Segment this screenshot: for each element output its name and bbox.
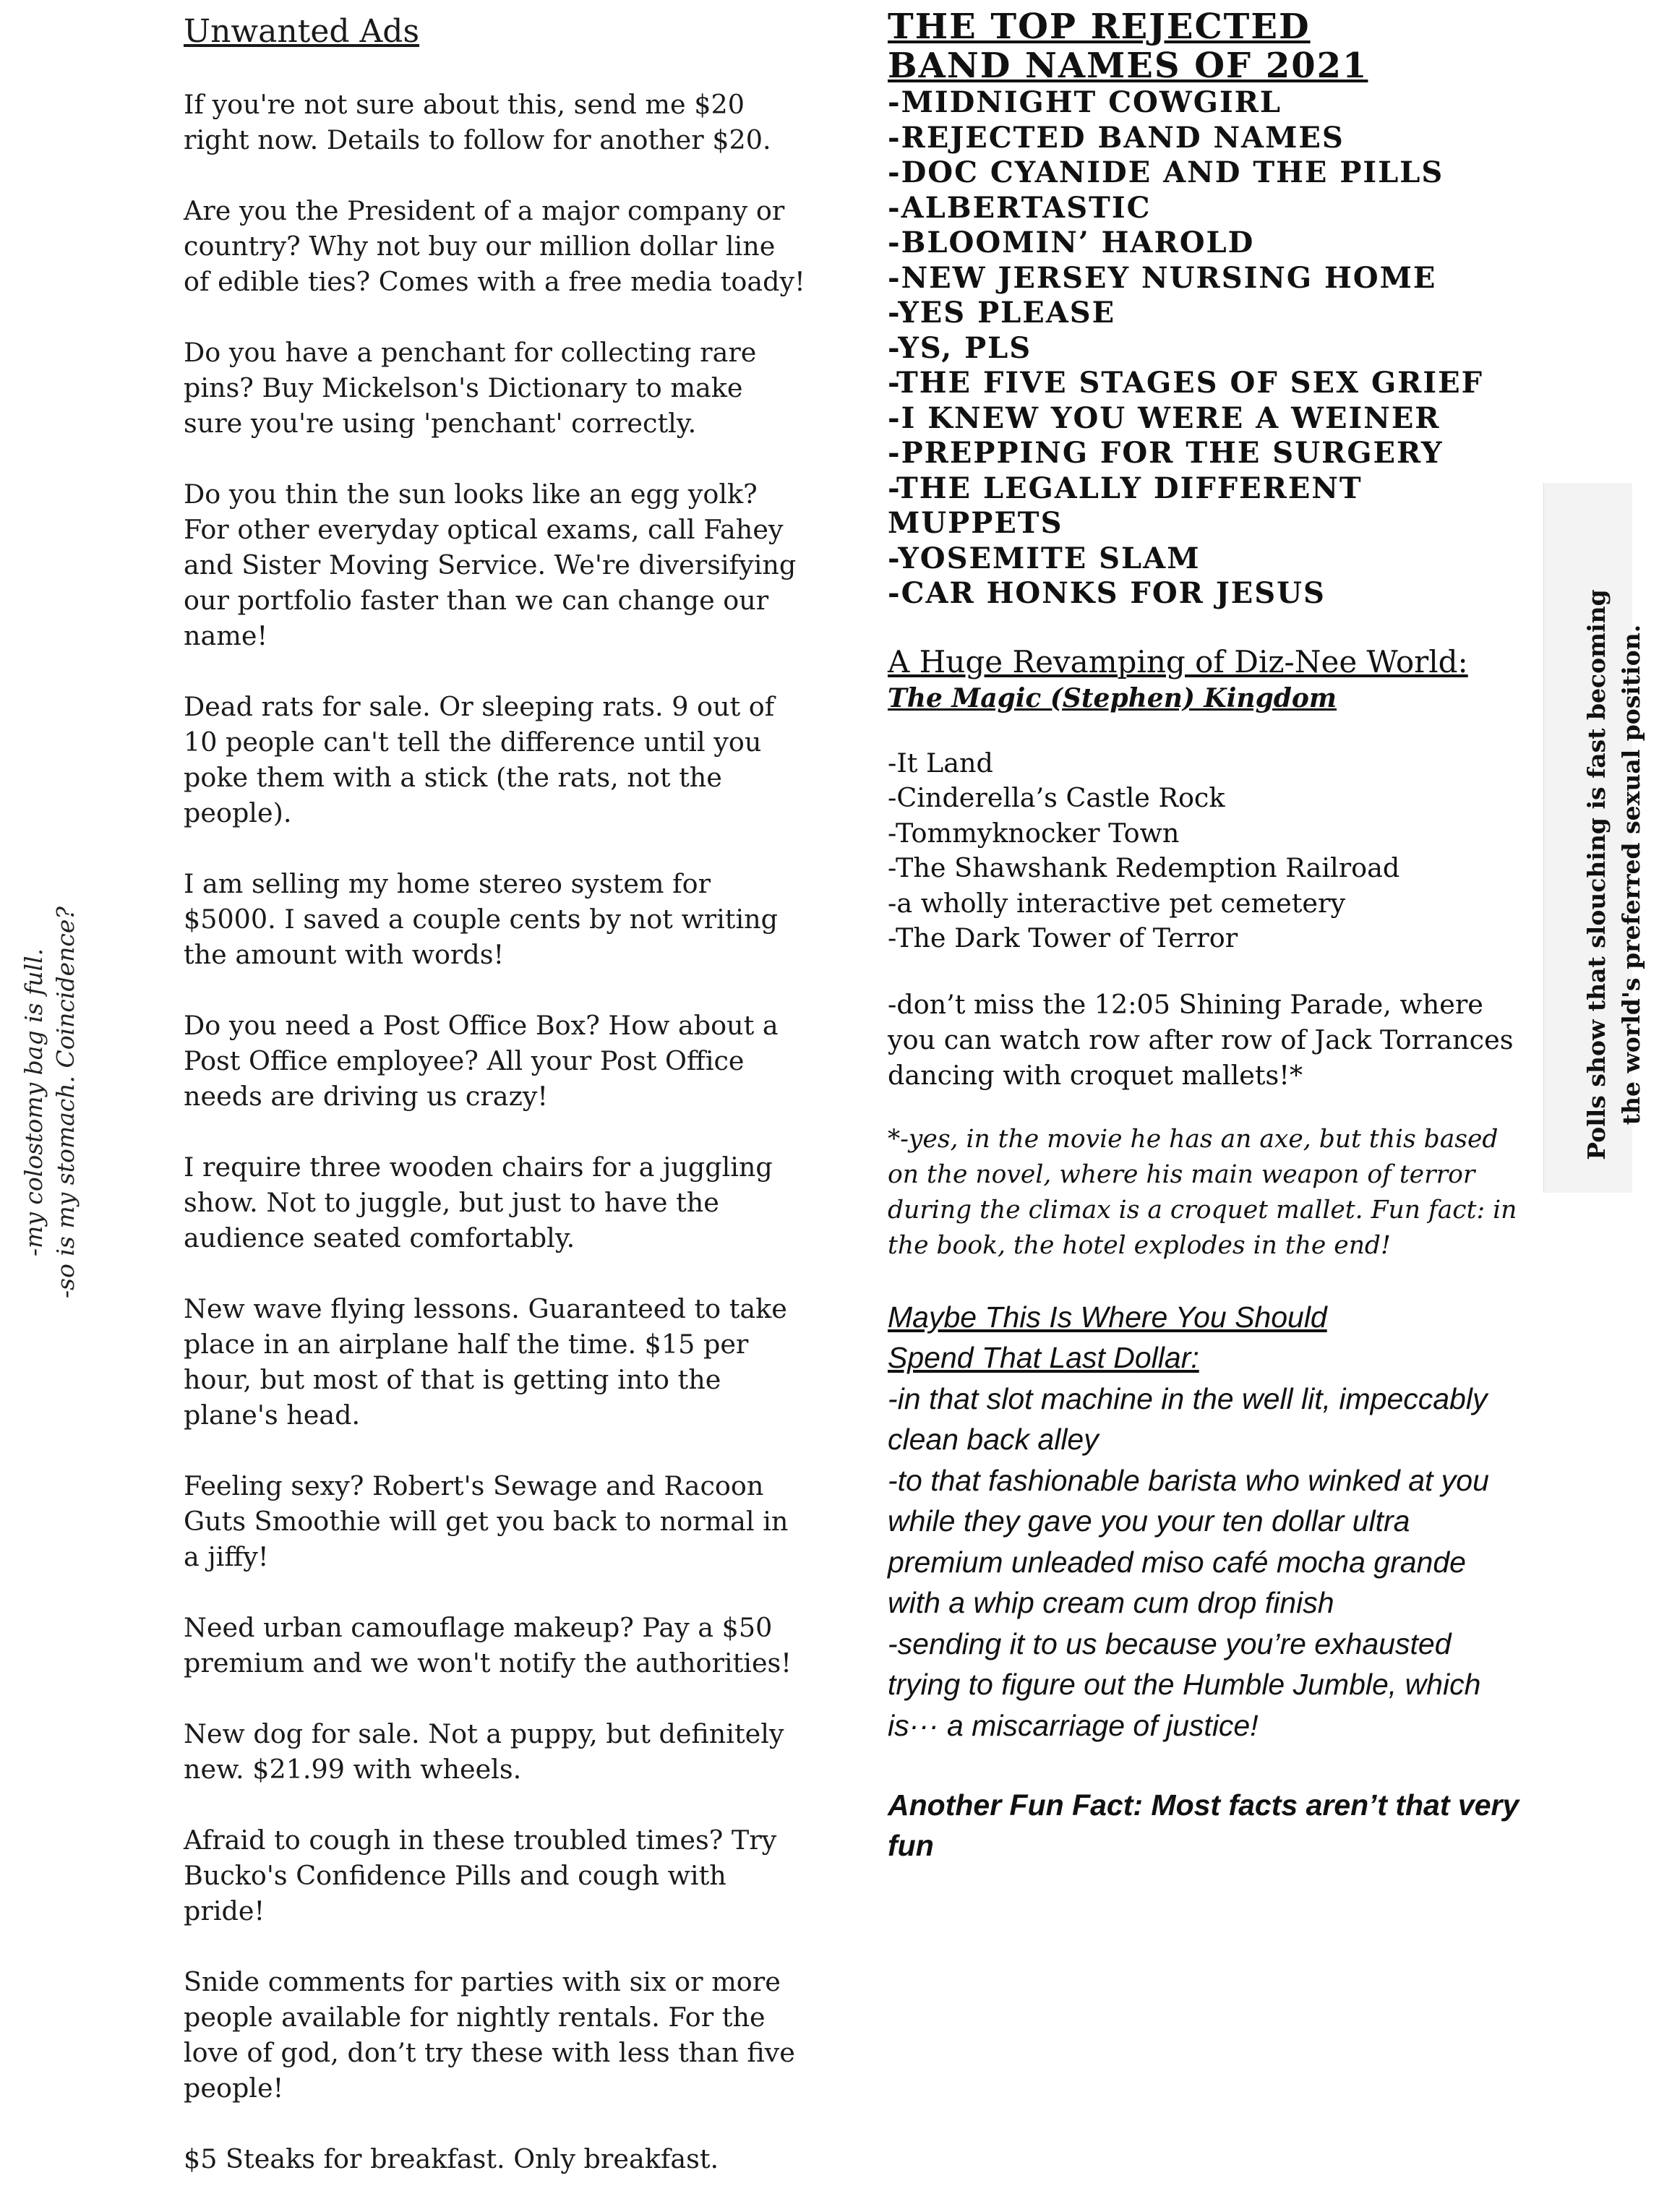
side-note-right — [1579, 557, 1659, 1193]
diz-nee-title: A Huge Revamping of Diz-Nee World: — [888, 643, 1468, 680]
band-names-title-line2: BAND NAMES OF 2021 — [888, 46, 1368, 86]
last-dollar-title-line1: Maybe This Is Where You Should — [888, 1300, 1327, 1334]
unwanted-ads-column — [184, 10, 805, 2212]
fun-fact: Another Fun Fact: Most facts aren’t that very fun — [888, 1788, 1519, 1862]
side-note-right-line2: the world's preferred sexual position. — [1617, 624, 1645, 1126]
band-name-item: -BLOOMIN’ HAROLD — [888, 226, 1255, 260]
ad-item: Dead rats for sale. Or sleeping rats. 9 out of 10 people can't tell the difference until you poke them with a stick (the rats, not the people). — [184, 691, 775, 828]
band-name-item: -NEW JERSEY NURSING HOME — [888, 260, 1437, 295]
diz-nee-item: -Tommyknocker Town — [888, 817, 1180, 849]
band-name-item: -PREPPING FOR THE SURGERY — [888, 436, 1444, 470]
diz-nee-parade: -don’t miss the 12:05 Shining Parade, where you can watch row after row of Jack Torrances dancing with croquet mallets!* — [888, 988, 1514, 1091]
diz-nee-item: -Cinderella’s Castle Rock — [888, 782, 1225, 813]
diz-nee-item: -The Shawshank Redemption Railroad — [888, 852, 1400, 883]
side-note-left-line1: -my colostomy bag is full. — [20, 948, 48, 1257]
band-name-item: -DOC CYANIDE AND THE PILLS — [888, 155, 1444, 189]
band-name-item: -THE FIVE STAGES OF SEX GRIEF — [888, 366, 1483, 400]
ad-item: $5 Steaks for breakfast. Only breakfast. — [184, 2143, 719, 2174]
ad-item: Do you need a Post Office Box? How about a Post Office employee? All your Post Office needs are driving us crazy! — [184, 1010, 779, 1112]
last-dollar-item: -to that fashionable barista who winked at you while they gave you your ten dollar ultra premium unleaded miso café mocha grande with a whip cream cum drop finish — [888, 1463, 1489, 1619]
ad-item: I require three wooden chairs for a juggling show. Not to juggle, but just to have the audience seated comfortably. — [184, 1152, 773, 1253]
band-names-title-line1: THE TOP REJECTED — [888, 7, 1311, 47]
band-name-item: -I KNEW YOU WERE A WEINER — [888, 400, 1441, 435]
diz-nee-item: -The Dark Tower of Terror — [888, 922, 1238, 953]
ad-item: New dog for sale. Not a puppy, but definitely new. $21.99 with wheels. — [184, 1718, 784, 1785]
ad-item: Afraid to cough in these troubled times? Try Bucko's Confidence Pills and cough with pride! — [184, 1825, 777, 1926]
ad-item: Do you thin the sun looks like an egg yolk? For other everyday optical exams, call Fahey and Sister Moving Service. We're diversifying our portfolio faster than we can change our name! — [184, 479, 797, 651]
ad-item: Are you the President of a major company or country? Why not buy our million dollar line of edible ties? Comes with a free media toady! — [184, 195, 805, 297]
band-name-item: -CAR HONKS FOR JESUS — [888, 576, 1326, 610]
ad-item: Feeling sexy? Robert's Sewage and Racoon Guts Smoothie will get you back to normal in a jiffy! — [184, 1470, 789, 1572]
diz-nee-section — [888, 643, 1524, 1264]
diz-nee-item: -It Land — [888, 747, 993, 779]
ad-item: I am selling my home stereo system for $5000. I saved a couple cents by not writing the amount with words! — [184, 868, 779, 970]
side-note-right-line1: Polls show that slouching is fast becoming — [1582, 589, 1611, 1160]
diz-nee-subtitle: The Magic (Stephen) Kingdom — [888, 682, 1337, 713]
band-name-item: -ALBERTASTIC — [888, 190, 1152, 225]
side-note-left-line2: -so is my stomach. Coincidence? — [51, 906, 80, 1299]
ad-item: If you're not sure about this, send me $20 right now. Details to follow for another $20. — [184, 89, 771, 155]
last-dollar-item: -in that slot machine in the well lit, impeccably clean back alley — [888, 1381, 1488, 1456]
last-dollar-title-line2: Spend That Last Dollar: — [888, 1341, 1199, 1374]
diz-nee-list — [888, 746, 1524, 956]
band-name-item: -YS, PLS — [888, 330, 1032, 365]
diz-nee-item: -a wholly interactive pet cemetery — [888, 887, 1346, 919]
band-name-item: -THE LEGALLY DIFFERENT MUPPETS — [888, 471, 1363, 540]
ad-item: Do you have a penchant for collecting rare pins? Buy Mickelson's Dictionary to make sure you're using 'penchant' correctly. — [184, 337, 757, 439]
ad-item: Need urban camouflage makeup? Pay a $50 premium and we won't notify the authorities! — [184, 1612, 792, 1679]
side-note-left — [18, 806, 98, 1399]
last-dollar-section — [888, 1297, 1524, 1746]
band-name-item: -YOSEMITE SLAM — [888, 541, 1201, 575]
diz-nee-footnote: *-yes, in the movie he has an axe, but this based on the novel, where his main weapon of terror during the climax is a croquet mallet. Fun fact: in the book, the hotel explodes in the end! — [888, 1124, 1517, 1260]
ad-item: Snide comments for parties with six or more people available for nightly rentals. For the love of god, don’t try these with less than five people! — [184, 1966, 795, 2104]
band-name-item: -REJECTED BAND NAMES — [888, 120, 1345, 155]
last-dollar-list — [888, 1379, 1524, 1746]
band-name-item: -MIDNIGHT COWGIRL — [888, 85, 1282, 119]
band-names-list — [888, 85, 1524, 612]
band-name-item: -YES PLEASE — [888, 296, 1116, 330]
right-column — [888, 7, 1524, 1866]
last-dollar-item: -sending it to us because you’re exhausted trying to figure out the Humble Jumble, which is··· a miscarriage of justice! — [888, 1626, 1481, 1742]
band-names-section — [888, 7, 1524, 612]
ad-item: New wave flying lessons. Guaranteed to take place in an airplane half the time. $15 per hour, but most of that is getting into the plane's head. — [184, 1293, 787, 1431]
unwanted-ads-heading: Unwanted Ads — [184, 13, 420, 50]
